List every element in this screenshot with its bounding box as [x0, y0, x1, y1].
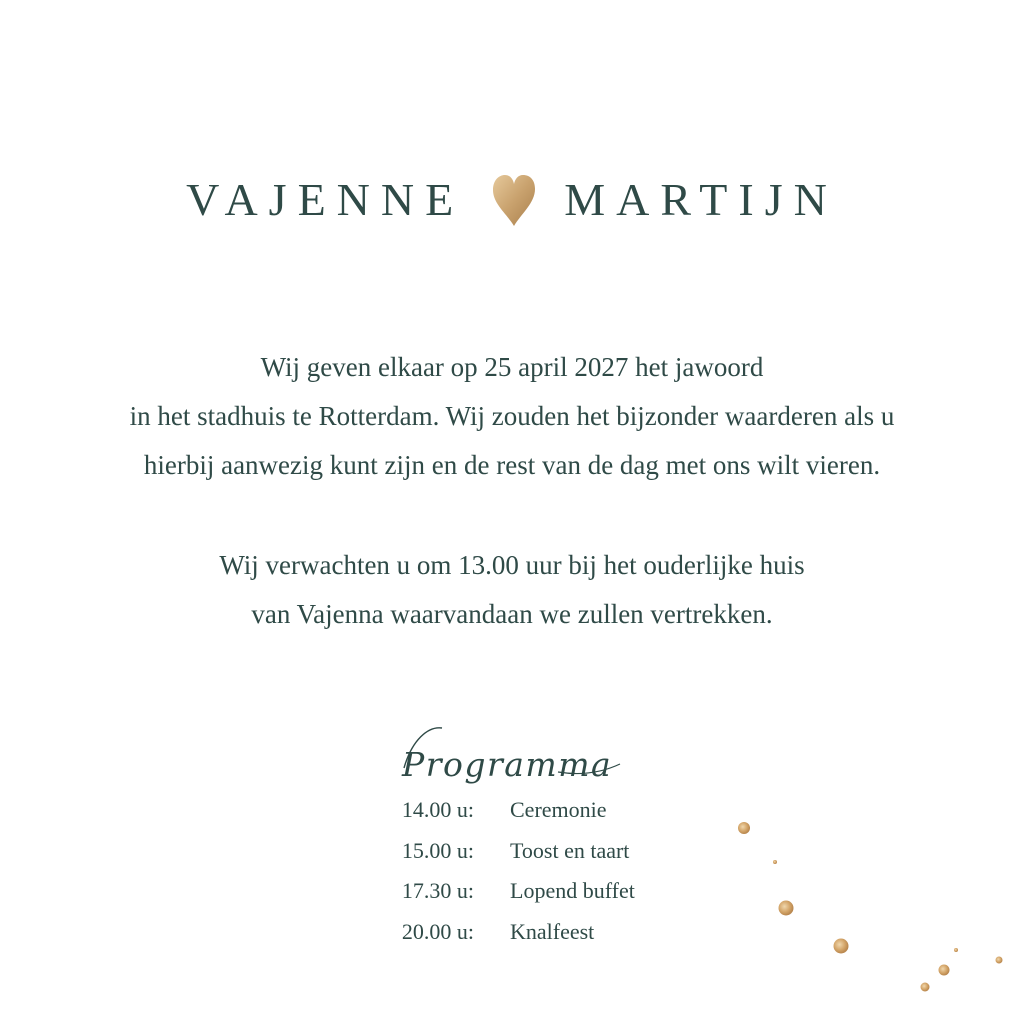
schedule-time: 20.00 u:	[401, 918, 474, 944]
gold-speckle	[996, 957, 1003, 964]
schedule-row	[370, 831, 635, 872]
schedule-activity: Lopend buffet	[510, 878, 635, 904]
program-title-text: Programma	[402, 745, 613, 784]
gold-speckle	[834, 939, 849, 954]
name-right: MARTIJN	[564, 174, 838, 225]
gold-speckle	[939, 965, 950, 976]
intro-paragraph	[0, 343, 1024, 490]
schedule-row	[370, 871, 635, 912]
arrival-line: Wij verwachten u om 13.00 uur bij het ouderlijke huis	[219, 550, 805, 580]
heart-icon	[490, 172, 538, 228]
schedule-row	[370, 790, 635, 831]
gold-speckle	[921, 983, 930, 992]
gold-speckle	[738, 822, 750, 834]
arrival-line: van Vajenna waarvandaan we zullen vertrekken.	[251, 599, 773, 629]
program-title	[398, 720, 626, 790]
schedule-row	[370, 912, 635, 953]
schedule-activity: Toost en taart	[510, 837, 630, 863]
intro-line: hierbij aanwezig kunt zijn en de rest van de dag met ons wilt vieren.	[143, 450, 881, 480]
name-left: VAJENNE	[186, 174, 465, 225]
schedule-time: 15.00 u:	[401, 837, 474, 863]
gold-speckle	[779, 901, 794, 916]
gold-speckle	[954, 948, 958, 952]
schedule-time: 17.30 u:	[401, 878, 474, 904]
schedule-time: 14.00 u:	[401, 797, 474, 823]
intro-line: in het stadhuis te Rotterdam. Wij zouden het bijzonder waarderen als u	[129, 401, 895, 431]
arrival-paragraph	[0, 541, 1024, 639]
program-schedule	[370, 790, 635, 952]
gold-speckle	[773, 860, 777, 864]
couple-names	[0, 172, 1024, 228]
schedule-activity: Ceremonie	[510, 797, 607, 823]
schedule-activity: Knalfeest	[510, 918, 595, 944]
intro-line: Wij geven elkaar op 25 april 2027 het jawoord	[260, 352, 764, 382]
